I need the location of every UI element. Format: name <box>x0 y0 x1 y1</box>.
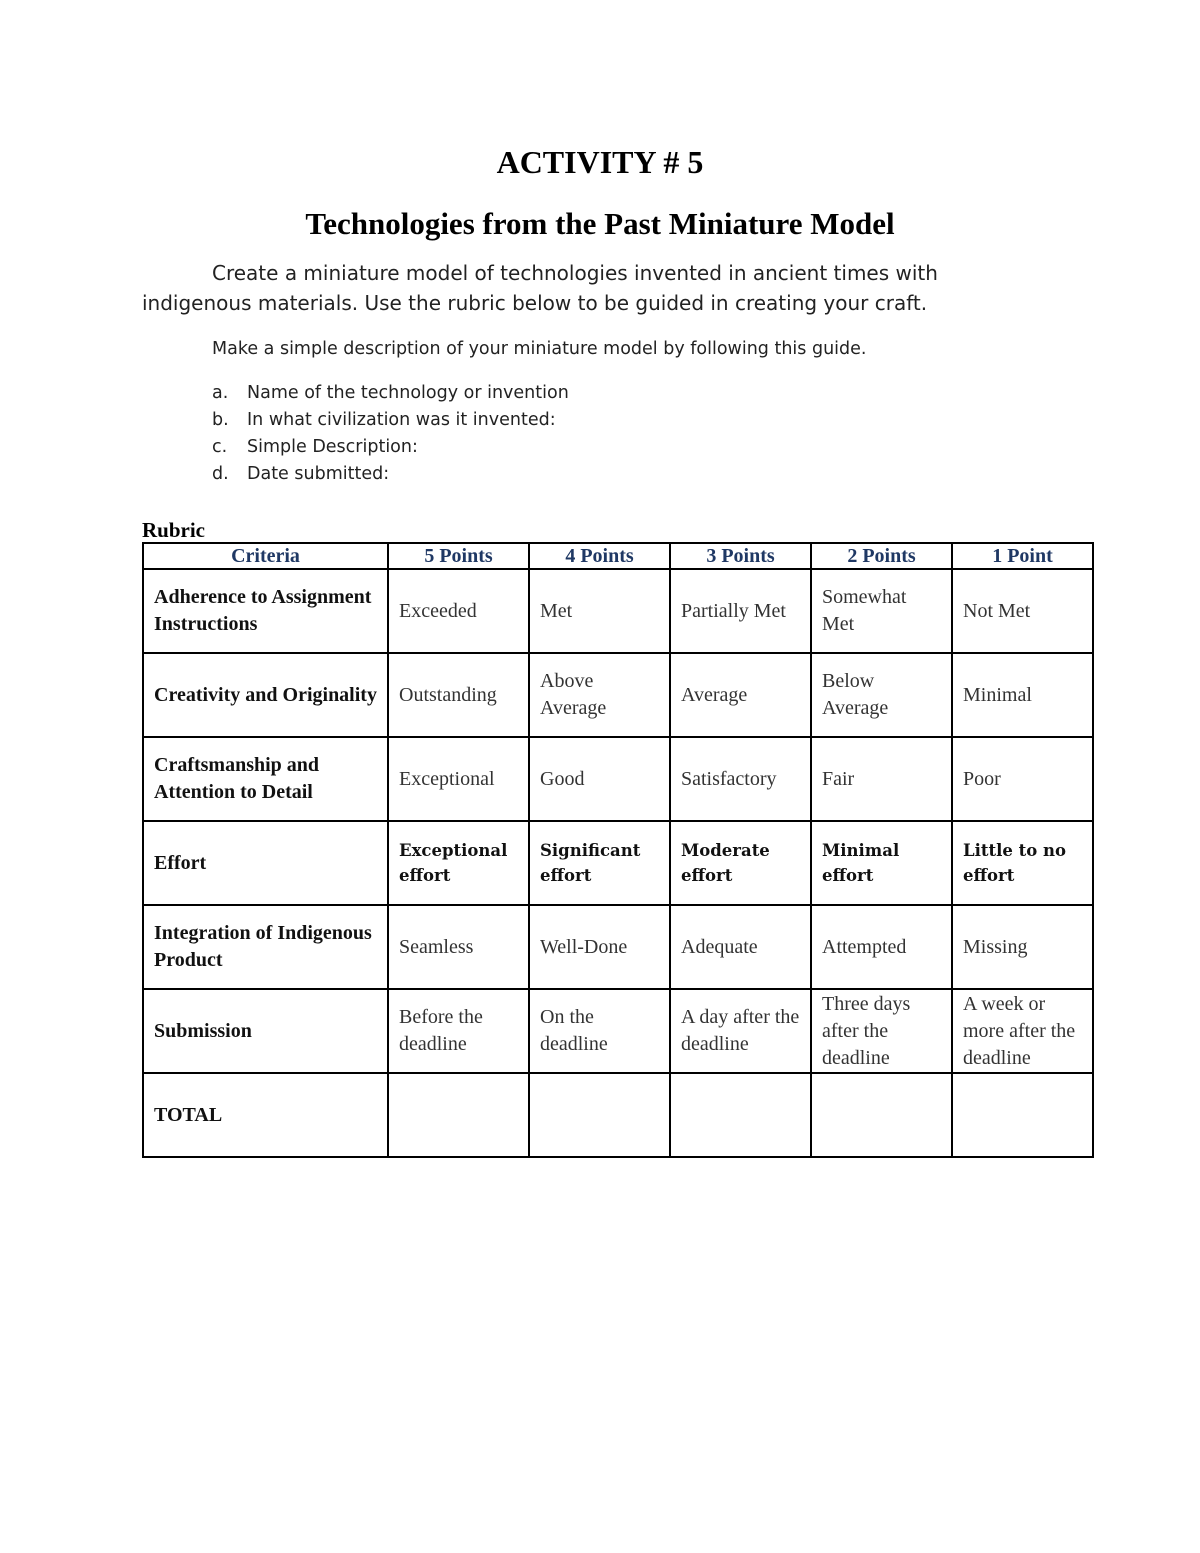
guide-list-item <box>212 407 569 434</box>
guide-list-text: Date submitted: <box>247 464 390 484</box>
total-cell <box>811 1073 952 1157</box>
rubric-row <box>143 653 1093 737</box>
guide-list-marker: d. <box>212 464 229 484</box>
header-1-point: 1 Point <box>952 543 1093 569</box>
score-cell: Well-Done <box>529 905 670 989</box>
score-cell: Fair <box>811 737 952 821</box>
intro-line-2: indigenous materials. Use the rubric below to be guided in creating your craft. <box>142 291 928 315</box>
score-cell: Poor <box>952 737 1093 821</box>
guide-list-item <box>212 461 569 488</box>
guide-list-marker: c. <box>212 437 228 457</box>
score-cell: Partially Met <box>670 569 811 653</box>
criteria-cell: Adherence to Assignment Instructions <box>143 569 388 653</box>
rubric-row <box>143 905 1093 989</box>
criteria-cell: Creativity and Originality <box>143 653 388 737</box>
score-cell: Outstanding <box>388 653 529 737</box>
score-cell: Met <box>529 569 670 653</box>
rubric-row <box>143 821 1093 905</box>
header-3-points: 3 Points <box>670 543 811 569</box>
criteria-cell: Craftsmanship and Attention to Detail <box>143 737 388 821</box>
score-cell: Missing <box>952 905 1093 989</box>
total-label-cell: TOTAL <box>143 1073 388 1157</box>
criteria-cell: Effort <box>143 821 388 905</box>
guide-instructions: Make a simple description of your miniature model by following this guide. <box>212 339 867 359</box>
score-cell: Average <box>670 653 811 737</box>
score-cell: Minimal effort <box>811 821 952 905</box>
score-cell: Minimal <box>952 653 1093 737</box>
guide-list-text: In what civilization was it invented: <box>247 410 556 430</box>
score-cell: Three days after the deadline <box>811 989 952 1073</box>
score-cell: Above Average <box>529 653 670 737</box>
header-2-points: 2 Points <box>811 543 952 569</box>
rubric-row <box>143 737 1093 821</box>
score-cell: Below Average <box>811 653 952 737</box>
score-cell: Moderate effort <box>670 821 811 905</box>
criteria-cell: Integration of Indigenous Product <box>143 905 388 989</box>
guide-list-item <box>212 434 569 461</box>
score-cell: Somewhat Met <box>811 569 952 653</box>
document-title: Technologies from the Past Miniature Model <box>305 206 895 241</box>
rubric-header-row <box>143 543 1093 569</box>
score-cell: Seamless <box>388 905 529 989</box>
score-cell: Good <box>529 737 670 821</box>
rubric-table <box>142 542 1094 1158</box>
rubric-total-row <box>143 1073 1093 1157</box>
score-cell: Exceptional effort <box>388 821 529 905</box>
total-cell <box>529 1073 670 1157</box>
criteria-cell: Submission <box>143 989 388 1073</box>
score-cell: Little to no effort <box>952 821 1093 905</box>
rubric-row <box>143 989 1093 1073</box>
total-cell <box>388 1073 529 1157</box>
activity-title: ACTIVITY # 5 <box>496 144 704 180</box>
rubric-label: Rubric <box>142 518 205 542</box>
total-cell <box>952 1073 1093 1157</box>
score-cell: Before the deadline <box>388 989 529 1073</box>
score-cell: A week or more after the deadline <box>952 989 1093 1073</box>
header-5-points: 5 Points <box>388 543 529 569</box>
header-4-points: 4 Points <box>529 543 670 569</box>
intro-line-1: Create a miniature model of technologies invented in ancient times with <box>212 261 938 285</box>
total-cell <box>670 1073 811 1157</box>
rubric-row <box>143 569 1093 653</box>
score-cell: A day after the deadline <box>670 989 811 1073</box>
header-criteria: Criteria <box>143 543 388 569</box>
intro-paragraph <box>142 258 1092 318</box>
score-cell: On the deadline <box>529 989 670 1073</box>
guide-list-text: Simple Description: <box>247 437 418 457</box>
score-cell: Adequate <box>670 905 811 989</box>
score-cell: Attempted <box>811 905 952 989</box>
guide-list <box>212 380 569 488</box>
score-cell: Exceptional <box>388 737 529 821</box>
guide-list-marker: b. <box>212 410 229 430</box>
score-cell: Exceeded <box>388 569 529 653</box>
guide-list-item <box>212 380 569 407</box>
score-cell: Not Met <box>952 569 1093 653</box>
score-cell: Satisfactory <box>670 737 811 821</box>
guide-list-marker: a. <box>212 383 229 403</box>
score-cell: Significant effort <box>529 821 670 905</box>
guide-list-text: Name of the technology or invention <box>247 383 569 403</box>
